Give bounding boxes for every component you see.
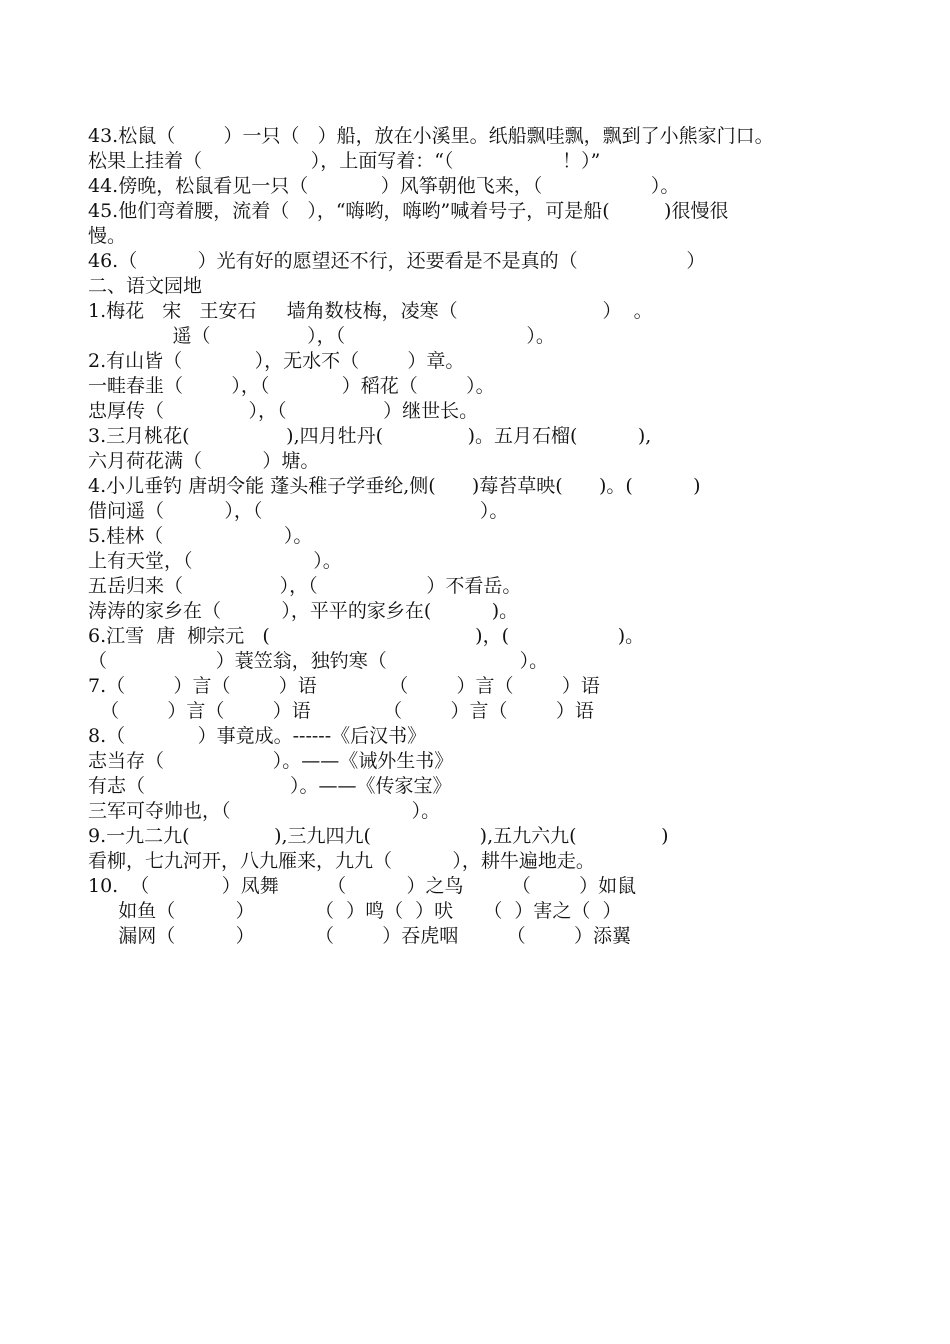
- item-10-line-3: 漏网（ ） （ ）吞虎咽 （ ）添翼: [88, 925, 631, 947]
- item-8-line-3: 有志（ ）。——《传家宝》: [88, 775, 452, 797]
- item-8-line-4: 三军可夺帅也，（ ）。: [88, 800, 441, 822]
- item-7-line-1: 7.（ ）言（ ）语 （ ）言（ ）语: [88, 675, 600, 697]
- item-5-line-2: 上有天堂，（ ）。: [88, 550, 342, 572]
- item-7-line-2: （ ）言（ ）语 （ ）言（ ）语: [88, 700, 594, 722]
- item-4-line-2: 借问遥（ ），（ ）。: [88, 500, 509, 522]
- item-2-line-2: 一畦春韭（ ），（ ）稻花（ ）。: [88, 375, 495, 397]
- item-5-line-3: 五岳归来（ ），（ ）不看岳。: [88, 575, 522, 597]
- item-2-line-3: 忠厚传（ ），（ ）继世长。: [88, 400, 479, 422]
- item-1-line-2: 遥（ ），（ ）。: [88, 325, 555, 347]
- item-10-line-2: 如鱼（ ） （ ）鸣（ ）吠 （ ）害之（ ）: [88, 900, 622, 922]
- question-43-line-1: 43.松鼠（ ）一只（ ）船，放在小溪里。纸船飘哇飘，飘到了小熊家门口。: [88, 125, 774, 147]
- question-45-line-1: 45.他们弯着腰，流着（ ），“嗨哟，嗨哟”喊着号子，可是船( )很慢很: [88, 200, 729, 222]
- question-43-line-2: 松果上挂着（ ），上面写着：“（ ！）”: [88, 150, 601, 172]
- item-9-line-2: 看柳，七九河开，八九雁来，九九（ ），耕牛遍地走。: [88, 850, 595, 872]
- item-3-line-2: 六月荷花满（ ）塘。: [88, 450, 320, 472]
- item-4-line-1: 4.小儿垂钓 唐胡令能 蓬头稚子学垂纶,侧( )莓苔草映( )。( ): [88, 475, 701, 497]
- item-9-line-1: 9.一九二九( ),三九四九( ),五九六九( ): [88, 825, 669, 847]
- question-46: 46.（ ）光有好的愿望还不行，还要看是不是真的（ ）: [88, 250, 706, 272]
- question-45-line-2: 慢。: [88, 225, 127, 247]
- item-5-line-4: 涛涛的家乡在（ ），平平的家乡在( )。: [88, 600, 519, 622]
- item-6-line-2: （ ）蓑笠翁，独钓寒（ ）。: [88, 650, 549, 672]
- item-2-line-1: 2.有山皆（ ），无水不（ ）章。: [88, 350, 465, 372]
- item-10-line-1: 10. （ ）凤舞 （ ）之鸟 （ ）如鼠: [88, 875, 637, 897]
- item-8-line-2: 志当存（ ）。——《诫外生书》: [88, 750, 454, 772]
- item-6-line-1: 6.江雪 唐 柳宗元 ( )，( )。: [88, 625, 645, 647]
- item-5-line-1: 5.桂林（ ）。: [88, 525, 313, 547]
- item-8-line-1: 8.（ ）事竟成。------《后汉书》: [88, 725, 427, 747]
- item-3-line-1: 3.三月桃花( ),四月牡丹( )。五月石榴( ),: [88, 425, 652, 447]
- item-1-line-1: 1.梅花 宋 王安石 墙角数枝梅，凌寒（ ） 。: [88, 300, 653, 322]
- question-44: 44.傍晚，松鼠看见一只（ ）风筝朝他飞来，（ ）。: [88, 175, 680, 197]
- section-heading: 二、语文园地: [88, 275, 203, 297]
